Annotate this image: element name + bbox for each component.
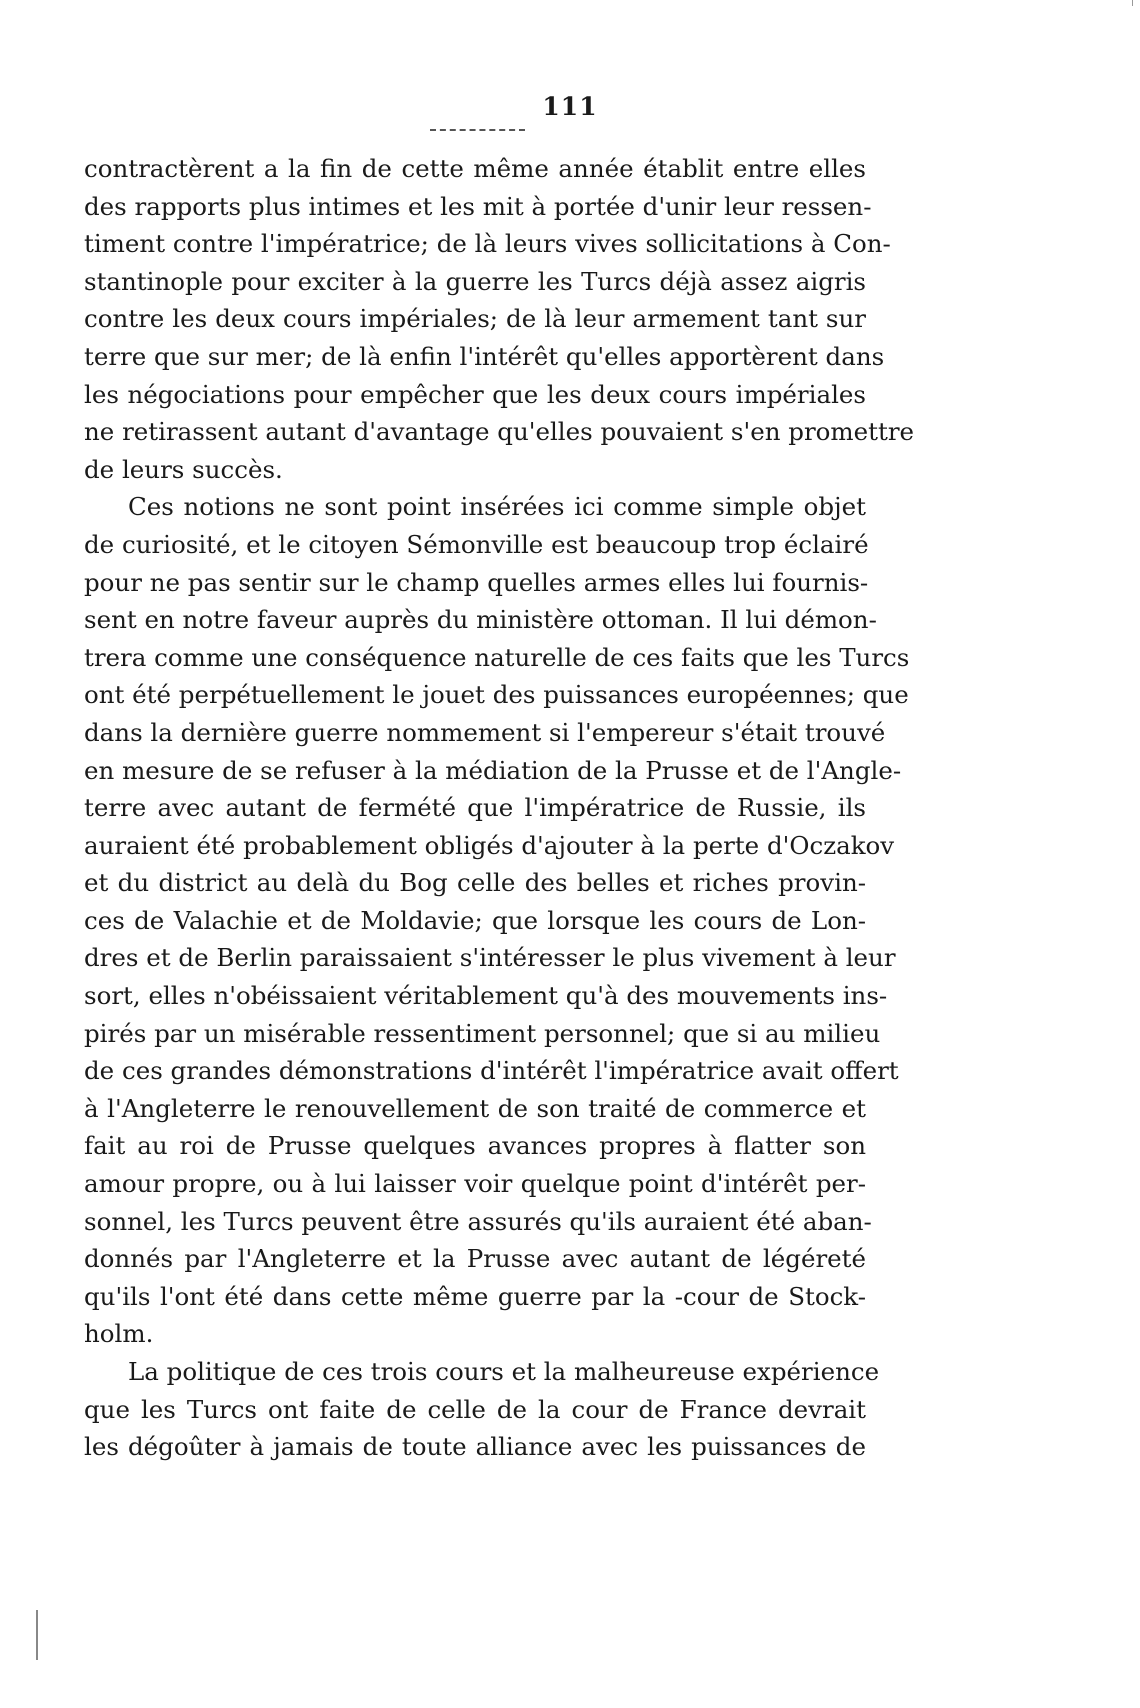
text-line: Ces notions ne sont point insérées ici comme simple objet (128, 492, 866, 522)
margin-scan-mark (36, 1610, 38, 1660)
text-line: des rapports plus intimes et les mit à portée d'unir leur ressen- (84, 191, 872, 221)
text-line: fait au roi de Prusse quelques avances propres à flatter son (84, 1131, 866, 1161)
page-number-rule (430, 129, 525, 131)
text-line: qu'ils l'ont été dans cette même guerre par la -cour de Stock- (84, 1281, 866, 1311)
text-line: timent contre l'impératrice; de là leurs vives sollicitations à Con- (84, 229, 891, 259)
text-line: dres et de Berlin paraissaient s'intéresser le plus vivement à leur (84, 943, 896, 973)
text-line: sent en notre faveur auprès du ministère ottoman. Il lui démon- (84, 605, 877, 635)
text-line: holm. (84, 1319, 154, 1349)
text-line: sort, elles n'obéissaient véritablement qu'à des mouvements ins- (84, 981, 888, 1011)
text-line: sonnel, les Turcs peuvent être assurés qu'ils auraient été aban- (84, 1206, 872, 1236)
text-line: les négociations pour empêcher que les deux cours impériales (84, 379, 866, 409)
text-line: de curiosité, et le citoyen Sémonville est beaucoup trop éclairé (84, 529, 869, 559)
text-line: pour ne pas sentir sur le champ quelles armes elles lui fournis- (84, 567, 869, 597)
text-line: ont été perpétuellement le jouet des puissances européennes; que (84, 680, 909, 710)
text-line: ces de Valachie et de Moldavie; que lorsque les cours de Lon- (84, 905, 866, 935)
text-line: terre avec autant de fermété que l'impératrice de Russie, ils (84, 793, 866, 823)
paragraph (84, 1353, 880, 1466)
text-line: amour propre, ou à lui laisser voir quelque point d'intérêt per- (84, 1169, 866, 1199)
text-line: trera comme une conséquence naturelle de ces faits que les Turcs (84, 642, 910, 672)
text-line: La politique de ces trois cours et la malheureuse expérience (128, 1357, 880, 1386)
paragraph (84, 150, 915, 488)
text-line: les dégoûter à jamais de toute alliance avec les puissances de (84, 1432, 866, 1462)
text-line: ne retirassent autant d'avantage qu'elles pouvaient s'en promettre (84, 417, 915, 447)
text-line: en mesure de se refuser à la médiation de la Prusse et de l'Angle- (84, 755, 902, 785)
text-line: de leurs succès. (84, 454, 283, 484)
text-line: dans la dernière guerre nommement si l'empereur s'était trouvé (84, 717, 886, 747)
text-line: et du district au delà du Bog celle des belles et riches provin- (84, 868, 866, 898)
body-text (84, 150, 915, 1466)
text-line: terre que sur mer; de là enfin l'intérêt qu'elles apportèrent dans (84, 341, 885, 371)
text-line: auraient été probablement obligés d'ajouter à la perte d'Oczakov (84, 830, 895, 860)
page-number: 111 (542, 92, 598, 121)
paragraph (84, 488, 910, 1353)
scan-edge-mark (1132, 0, 1133, 6)
text-line: donnés par l'Angleterre et la Prusse avec autant de légéreté (84, 1244, 866, 1274)
text-line: contractèrent a la fin de cette même année établit entre elles (84, 154, 866, 183)
text-line: de ces grandes démonstrations d'intérêt l'impératrice avait offert (84, 1056, 899, 1086)
text-line: contre les deux cours impériales; de là leur armement tant sur (84, 304, 866, 334)
text-line: que les Turcs ont faite de celle de la cour de France devrait (84, 1394, 866, 1424)
text-line: stantinople pour exciter à la guerre les Turcs déjà assez aigris (84, 266, 866, 296)
text-line: pirés par un misérable ressentiment personnel; que si au milieu (84, 1018, 881, 1048)
text-line: à l'Angleterre le renouvellement de son traité de commerce et (84, 1093, 866, 1123)
